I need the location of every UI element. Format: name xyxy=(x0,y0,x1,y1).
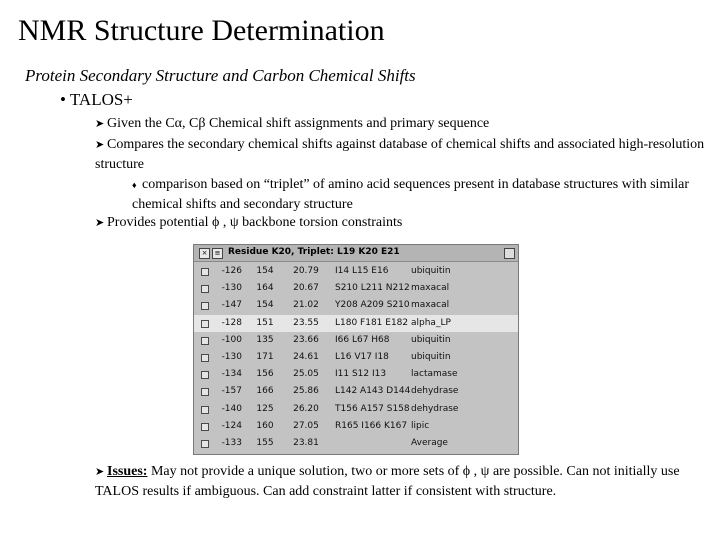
table-header-title: Residue K20, Triplet: L19 K20 E21 xyxy=(228,247,400,257)
issues-label: Issues: xyxy=(107,464,148,479)
table-row[interactable] xyxy=(194,315,518,332)
table-row[interactable] xyxy=(194,332,518,349)
psi-cell: 125 xyxy=(256,403,274,414)
distance-cell: 23.55 xyxy=(293,317,319,328)
row-checkbox[interactable] xyxy=(201,320,209,328)
item-given xyxy=(95,114,489,134)
arrow-bullet-icon: ➤ xyxy=(95,466,105,478)
psi-cell: 156 xyxy=(256,369,274,380)
menu-icon[interactable]: ≡ xyxy=(212,248,223,259)
talos-bullet: • TALOS+ xyxy=(60,90,133,109)
phi-cell: -124 xyxy=(221,420,242,431)
table-rows xyxy=(194,263,518,452)
item-provides-text: Provides potential ϕ , ψ backbone torsion constraints xyxy=(107,215,403,230)
triplet-cell: I11 S12 I13 xyxy=(335,369,387,380)
triplet-cell: Y208 A209 S210 xyxy=(335,300,410,311)
source-cell: ubiquitin xyxy=(411,351,451,362)
subtitle: Protein Secondary Structure and Carbon Chemical Shifts xyxy=(25,66,416,85)
phi-cell: -100 xyxy=(221,334,242,345)
source-cell: ubiquitin xyxy=(411,266,451,276)
phi-cell: -130 xyxy=(221,283,242,294)
distance-cell: 25.86 xyxy=(293,386,319,397)
table-row[interactable] xyxy=(194,401,518,418)
distance-cell: 26.20 xyxy=(293,403,319,414)
triplet-cell: S210 L211 N212 xyxy=(335,283,410,294)
triplet-cell: L180 F181 E182 xyxy=(335,317,409,328)
source-cell: alpha_LP xyxy=(411,317,451,328)
source-cell: maxacal xyxy=(411,283,450,294)
psi-cell: 135 xyxy=(256,334,274,345)
item-comparison xyxy=(132,175,712,215)
row-checkbox[interactable] xyxy=(201,371,209,379)
row-checkbox[interactable] xyxy=(201,440,209,448)
table-row[interactable] xyxy=(194,297,518,314)
row-checkbox[interactable] xyxy=(201,268,209,276)
phi-cell: -130 xyxy=(221,351,242,362)
arrow-bullet-icon: ➤ xyxy=(95,118,105,130)
talos-results-table xyxy=(193,244,519,455)
resize-icon[interactable] xyxy=(504,248,515,259)
arrow-bullet-icon: ➤ xyxy=(95,139,105,151)
item-compares xyxy=(95,135,705,175)
row-checkbox[interactable] xyxy=(201,302,209,310)
source-cell: lipic xyxy=(411,420,430,431)
distance-cell: 23.81 xyxy=(293,437,319,448)
item-compares-text: Compares the secondary chemical shifts against database of chemical shifts and associated high-resolution structure xyxy=(95,137,705,172)
item-comparison-text: comparison based on “triplet” of amino acid sequences present in database structures with similar chemical shifts and secondary structure xyxy=(132,177,689,212)
issues-text: May not provide a unique solution, two or more sets of ϕ , ψ are possible. Can not initially use TALOS results if ambiguous. Can add constraint latter if consistent with structure. xyxy=(95,464,680,499)
page-title: NMR Structure Determination xyxy=(18,14,385,47)
triplet-cell: I14 L15 E16 xyxy=(335,266,389,276)
distance-cell: 27.05 xyxy=(293,420,319,431)
phi-cell: -140 xyxy=(221,403,242,414)
phi-cell: -126 xyxy=(221,266,242,276)
distance-cell: 23.66 xyxy=(293,334,319,345)
row-checkbox[interactable] xyxy=(201,423,209,431)
psi-cell: 171 xyxy=(256,351,274,362)
psi-cell: 166 xyxy=(256,386,274,397)
triplet-cell: L16 V17 I18 xyxy=(335,351,389,362)
table-row[interactable] xyxy=(194,263,518,280)
distance-cell: 20.79 xyxy=(293,266,319,276)
table-row[interactable] xyxy=(194,366,518,383)
distance-cell: 25.05 xyxy=(293,369,319,380)
source-cell: dehydrase xyxy=(411,386,459,397)
phi-cell: -157 xyxy=(221,386,242,397)
table-row[interactable] xyxy=(194,435,518,452)
psi-cell: 151 xyxy=(256,317,274,328)
item-provides xyxy=(95,213,402,233)
item-given-text: Given the Cα, Cβ Chemical shift assignments and primary sequence xyxy=(107,116,490,131)
triplet-cell: T156 A157 S158 xyxy=(335,403,410,414)
table-row[interactable] xyxy=(194,383,518,400)
psi-cell: 160 xyxy=(256,420,274,431)
distance-cell: 21.02 xyxy=(293,300,319,311)
row-checkbox[interactable] xyxy=(201,354,209,362)
source-cell: dehydrase xyxy=(411,403,459,414)
issues-note xyxy=(95,462,700,502)
triplet-cell: I66 L67 H68 xyxy=(335,334,390,345)
table-row[interactable] xyxy=(194,418,518,435)
phi-cell: -134 xyxy=(221,369,242,380)
psi-cell: 155 xyxy=(256,437,274,448)
source-cell: lactamase xyxy=(411,369,458,380)
triplet-cell: L142 A143 D144 xyxy=(335,386,411,397)
source-cell: ubiquitin xyxy=(411,334,451,345)
row-checkbox[interactable] xyxy=(201,388,209,396)
phi-cell: -128 xyxy=(221,317,242,328)
diamond-bullet-icon: ♦ xyxy=(132,180,137,190)
table-header xyxy=(194,245,518,262)
row-checkbox[interactable] xyxy=(201,406,209,414)
table-row[interactable] xyxy=(194,280,518,297)
psi-cell: 154 xyxy=(256,266,274,276)
row-checkbox[interactable] xyxy=(201,337,209,345)
row-checkbox[interactable] xyxy=(201,285,209,293)
source-cell: maxacal xyxy=(411,300,450,311)
phi-cell: -133 xyxy=(221,437,242,448)
distance-cell: 24.61 xyxy=(293,351,319,362)
triplet-cell: R165 I166 K167 xyxy=(335,420,408,431)
close-icon[interactable]: × xyxy=(199,248,210,259)
psi-cell: 154 xyxy=(256,300,274,311)
psi-cell: 164 xyxy=(256,283,274,294)
distance-cell: 20.67 xyxy=(293,283,319,294)
phi-cell: -147 xyxy=(221,300,242,311)
source-cell: Average xyxy=(411,437,448,448)
arrow-bullet-icon: ➤ xyxy=(95,217,105,229)
table-row[interactable] xyxy=(194,349,518,366)
